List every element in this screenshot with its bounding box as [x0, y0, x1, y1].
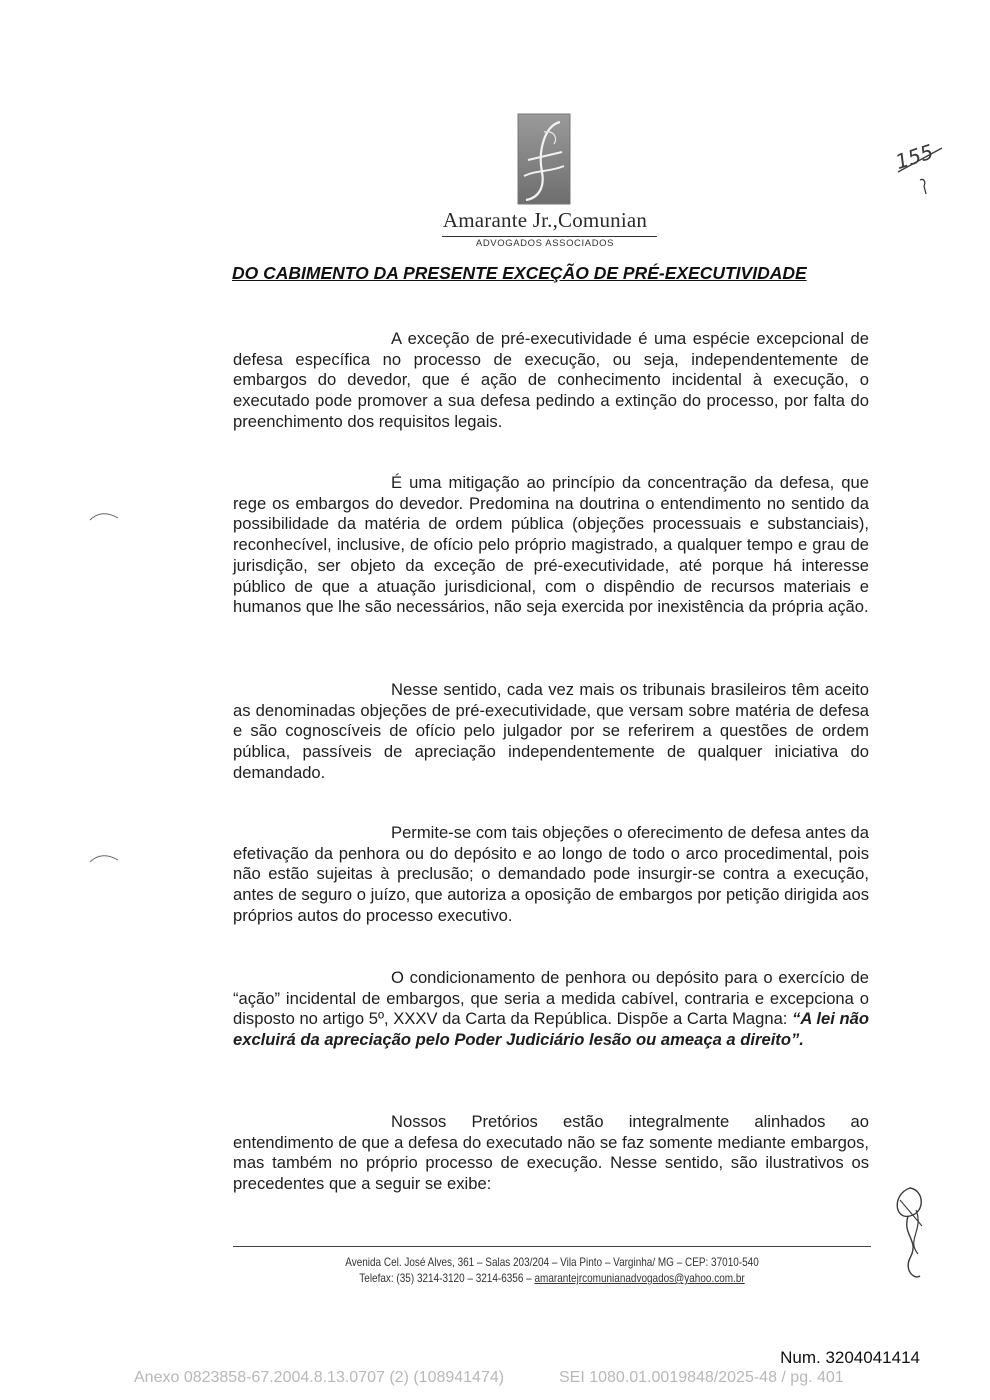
handwritten-page-number [890, 128, 950, 198]
handwritten-initials [880, 1180, 940, 1290]
law-firm-monogram-logo [514, 112, 574, 210]
footer-phone: Telefax: (35) 3214-3120 – 3214-6356 – [359, 1272, 535, 1285]
document-number: Num. 3204041414 [780, 1348, 920, 1367]
paragraph-2 [233, 473, 869, 618]
paragraph-text: A exceção de pré-executividade é uma espécie excepcional de defesa específica no processo de execução, ou seja, independentemente de embargos do devedor, que é ação de conhecimento incidental à execução, o executado pode promover a sua defesa pedindo a extinção do processo, por falta do preenchimento dos requisitos legais. [233, 329, 869, 431]
page-number-text: 155 [892, 139, 937, 174]
paragraph-1 [233, 329, 869, 433]
paragraph-5 [233, 968, 869, 1051]
paragraph-3 [233, 680, 869, 784]
firm-subtitle: ADVOGADOS ASSOCIADOS [475, 238, 615, 249]
paragraph-text: Nesse sentido, cada vez mais os tribunais brasileiros têm aceito as denominadas objeções de pré-executividade, que versam sobre matéria de defesa e são cognoscíveis de ofício pelo julgador por se referirem a questões de ordem pública, passíveis de apreciação independentemente de qualquer iniciativa do demandado. [233, 680, 869, 782]
firm-name: Amarante Jr.,Comunian [442, 208, 648, 232]
footer-contact [278, 1272, 827, 1285]
section-heading: DO CABIMENTO DA PRESENTE EXCEÇÃO DE PRÉ-EXECUTIVIDADE [232, 263, 807, 283]
paragraph-4 [233, 823, 869, 927]
constitution-quote: “A lei não excluirá da apreciação pelo Poder Judiciário lesão ou ameaça a direito”. [233, 1009, 869, 1050]
footer-divider [233, 1246, 871, 1247]
paragraph-text: O condicionamento de penhora ou depósito para o exercício de “ação” incidental de embargos, que seria a medida cabível, contraria e excepciona o disposto no artigo 5º, XXXV da Carta da República. Dispõe a Carta Magna: [233, 968, 869, 1029]
punch-mark-icon [88, 510, 120, 522]
punch-mark-icon [88, 852, 120, 864]
footer-email-link[interactable]: amarantejrcomunianadvogados@yahoo.com.br [534, 1272, 745, 1285]
paragraph-text: Nossos Pretórios estão integralmente alinhados ao entendimento de que a defesa do executado não se faz somente mediante embargos, mas também no próprio processo de execução. Nesse sentido, são ilustrativos os precedentes que a seguir se exibe: [233, 1112, 869, 1194]
paragraph-text: É uma mitigação ao princípio da concentração da defesa, que rege os embargos do devedor. Predomina na doutrina o entendimento no sentido da possibilidade da matéria de ordem pública (objeções processuais e substanciais), reconhecível, inclusive, de ofício pelo próprio magistrado, a qualquer tempo e grau de jurisdição, ser objeto da exceção de pré-executividade, até porque há interesse público de que a atuação jurisdicional, com o dispêndio de recursos materiais e humanos que lhe são necessários, não seja exercida por inexistência da própria ação. [233, 473, 869, 617]
paragraph-text: Permite-se com tais objeções o oferecimento de defesa antes da efetivação da penhora ou do depósito e ao longo de todo o arco procedimental, pois não estão sujeitas à preclusão; o demandado pode insurgir-se contra a execução, antes de seguro o juízo, que autoriza a oposição de embargos por petição dirigida aos próprios autos do processo executivo. [233, 823, 869, 925]
paragraph-6 [233, 1112, 869, 1195]
annex-reference: Anexo 0823858-67.2004.8.13.0707 (2) (108941474) [134, 1369, 505, 1386]
sei-reference: SEI 1080.01.0019848/2025-48 / pg. 401 [559, 1369, 844, 1386]
footer-address: Avenida Cel. José Alves, 361 – Salas 203/204 – Vila Pinto – Varginha/ MG – CEP: 37010-540 [345, 1256, 759, 1269]
letterhead-divider [442, 236, 657, 237]
